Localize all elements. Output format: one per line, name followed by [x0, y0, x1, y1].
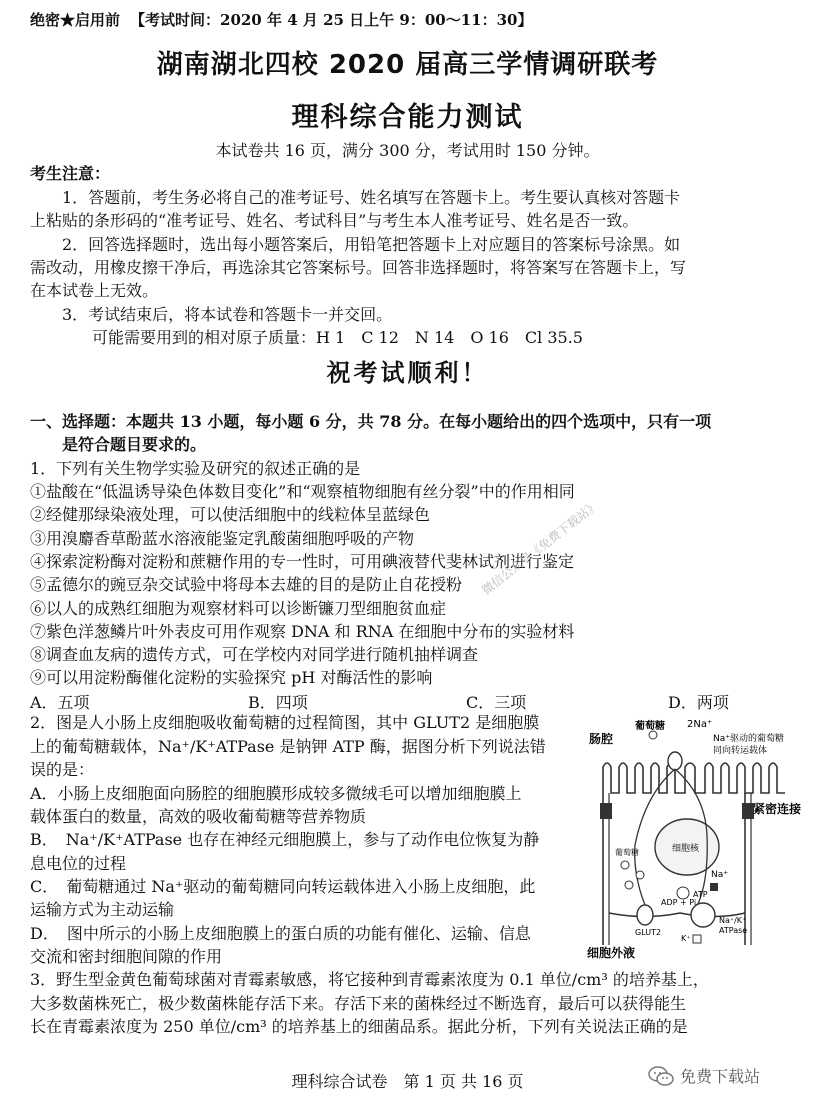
exam-subtitle: 理科综合能力测试: [291, 102, 524, 133]
microvilli: [603, 763, 785, 793]
glucose-molecule: [649, 731, 657, 739]
cotransporter: [668, 752, 682, 770]
q2-option-a-cont: 载体蛋白的数量，高效的吸收葡萄糖等营养物质: [30, 807, 367, 826]
notice-line: 3．考试结束后，将本试卷和答题卡一并交回。: [62, 305, 393, 324]
q2-line: 2．图是人小肠上皮细胞吸收葡萄糖的过程简图，其中 GLUT2 是细胞膜: [30, 713, 540, 732]
q1-item: ⑧调查血友病的遗传方式，可在学校内对同学进行随机抽样调查: [30, 645, 479, 664]
lumen-label: 肠腔: [589, 732, 614, 746]
exam-info: 本试卷共 16 页，满分 300 分，考试用时 150 分钟。: [215, 141, 600, 160]
q1-item: ⑤孟德尔的豌豆杂交试验中将母本去雄的目的是防止自花授粉: [30, 575, 463, 594]
notice-heading: 考生注意：: [30, 164, 111, 183]
tight-junction-mark-left: [600, 803, 612, 819]
q2-option-d: D． 图中所示的小肠上皮细胞膜上的蛋白质的功能有催化、运输、信息: [30, 924, 531, 943]
q1-stem: 1．下列有关生物学实验及研究的叙述正确的是: [30, 459, 361, 478]
q1-item: ⑥以人的成熟红细胞为观察材料可以诊断镰刀型细胞贫血症: [30, 599, 447, 618]
glucose-label: 葡萄糖: [635, 721, 665, 732]
notice-line: 1．答题前，考生务必将自己的准考证号、姓名填写在答题卡上。考生要认真核对答题卡: [62, 188, 681, 207]
exam-title: 湖南湖北四校 2020 届高三学情调研联考: [156, 50, 659, 80]
section-heading: 一、选择题：本题共 13 小题，每小题 6 分，共 78 分。在每小题给出的四个选项中，只有一项: [30, 412, 712, 431]
q2-option-d-cont: 交流和密封细胞间隙的作用: [30, 947, 223, 966]
q1-option-b: B．四项: [248, 693, 308, 712]
glucose-molecule: [636, 871, 644, 879]
notice-line: 需改动，用橡皮擦干净后，再选涂其它答案标号。回答非选择题时，将答案写在答题卡上，写: [30, 258, 687, 277]
q1-item: ①盐酸在“低温诱导染色体数目变化”和“观察植物细胞有丝分裂”中的作用相同: [30, 482, 575, 501]
q2-line: 误的是：: [30, 760, 95, 779]
na2-label: 2Na⁺: [687, 719, 713, 730]
q3-line: 长在青霉素浓度为 250 单位/cm³ 的培养基上的细菌品系。据此分析，下列有关说法正确的是: [30, 1017, 688, 1036]
q2-option-b: B． Na⁺/K⁺ATPase 也存在神经元细胞膜上，参与了动作电位恢复为静: [30, 830, 540, 849]
pump-label: Na⁺/K⁺: [719, 916, 747, 925]
blessing: 祝考试顺利！: [326, 359, 489, 387]
tight-junction-label: 紧密连接: [753, 802, 802, 816]
notice-line: 2．回答选择题时，选出每小题答案后，用铅笔把答题卡上对应题目的答案标号涂黑。如: [62, 235, 681, 254]
q2-option-a: A．小肠上皮细胞面向肠腔的细胞膜形成较多微绒毛可以增加细胞膜上: [30, 784, 522, 803]
q1-item: ⑨可以用淀粉酶催化淀粉的实验探究 pH 对酶活性的影响: [30, 668, 433, 687]
glucose-molecule: [625, 881, 633, 889]
source-badge-text: 免费下载站: [680, 1067, 761, 1086]
extracellular-label: 细胞外液: [587, 946, 636, 960]
notice-line: 上粘贴的条形码的“准考证号、姓名、考试科目”与考生本人准考证号、姓名是否一致。: [30, 211, 639, 230]
wechat-icon: [648, 1065, 674, 1087]
pump-label-2: ATPase: [719, 926, 748, 935]
page-footer: 理科综合试卷 第 1 页 共 16 页: [291, 1072, 524, 1091]
intestinal-cell-diagram: [585, 715, 807, 961]
q2-option-b-cont: 息电位的过程: [30, 854, 127, 873]
glucose-molecule: [621, 861, 629, 869]
confidential-label: 绝密★启用前: [30, 11, 121, 29]
q1-item: ⑦紫色洋葱鳞片叶外表皮可用作观察 DNA 和 RNA 在细胞中分布的实验材料: [30, 622, 575, 641]
atp-label: ATP: [693, 890, 708, 899]
k-label: K⁺: [681, 934, 691, 943]
atomic-mass-line: 可能需要用到的相对原子质量：H 1 C 12 N 14 O 16 Cl 35.5: [92, 328, 583, 347]
k-ion: [693, 935, 701, 943]
q3-line: 大多数菌株死亡，极少数菌株能存活下来。存活下来的菌株经过不断选育，最后可以获得能生: [30, 994, 687, 1013]
exam-time: 【考试时间：2020 年 4 月 25 日上午 9：00～11：30】: [130, 11, 533, 29]
watermark: 微信公众号《免费下载站》: [479, 497, 602, 598]
q1-item: ③用溴麝香草酚蓝水溶液能鉴定乳酸菌细胞呼吸的产物: [30, 529, 415, 548]
glut2-transporter: [637, 905, 653, 925]
cotransporter-label-2: 同向转运载体: [713, 746, 768, 756]
q2-option-c-cont: 运输方式为主动运输: [30, 900, 175, 919]
na-label: Na⁺: [711, 870, 728, 880]
adp-label: ADP + Pi: [661, 898, 697, 907]
q1-item: ②经健那绿染液处理，可以使活细胞中的线粒体呈蓝绿色: [30, 505, 431, 524]
q2-line: 上的葡萄糖载体，Na⁺/K⁺ATPase 是钠钾 ATP 酶，据图分析下列说法错: [30, 737, 546, 756]
q1-option-c: C．三项: [466, 693, 527, 712]
q2-option-c: C． 葡萄糖通过 Na⁺驱动的葡萄糖同向转运载体进入小肠上皮细胞，此: [30, 877, 536, 896]
na-ion: [710, 883, 718, 891]
nucleus-label: 细胞核: [672, 844, 700, 854]
q1-option-d: D．两项: [668, 693, 729, 712]
glut2-label: GLUT2: [635, 928, 662, 937]
q3-line: 3．野生型金黄色葡萄球菌对青霉素敏感，将它接种到青霉素浓度为 0.1 单位/cm³ 的培养基上，: [30, 970, 709, 989]
glucose-inside-label: 葡萄糖: [615, 848, 639, 857]
source-badge: [648, 1064, 760, 1087]
section-heading-cont: 是符合题目要求的。: [62, 435, 207, 454]
notice-line: 在本试卷上无效。: [30, 281, 159, 300]
q1-item: ④探索淀粉酶对淀粉和蔗糖作用的专一性时，可用碘液替代斐林试剂进行鉴定: [30, 552, 575, 571]
cotransporter-label: Na⁺驱动的葡萄糖: [713, 734, 784, 744]
q1-option-a: A．五项: [30, 693, 90, 712]
